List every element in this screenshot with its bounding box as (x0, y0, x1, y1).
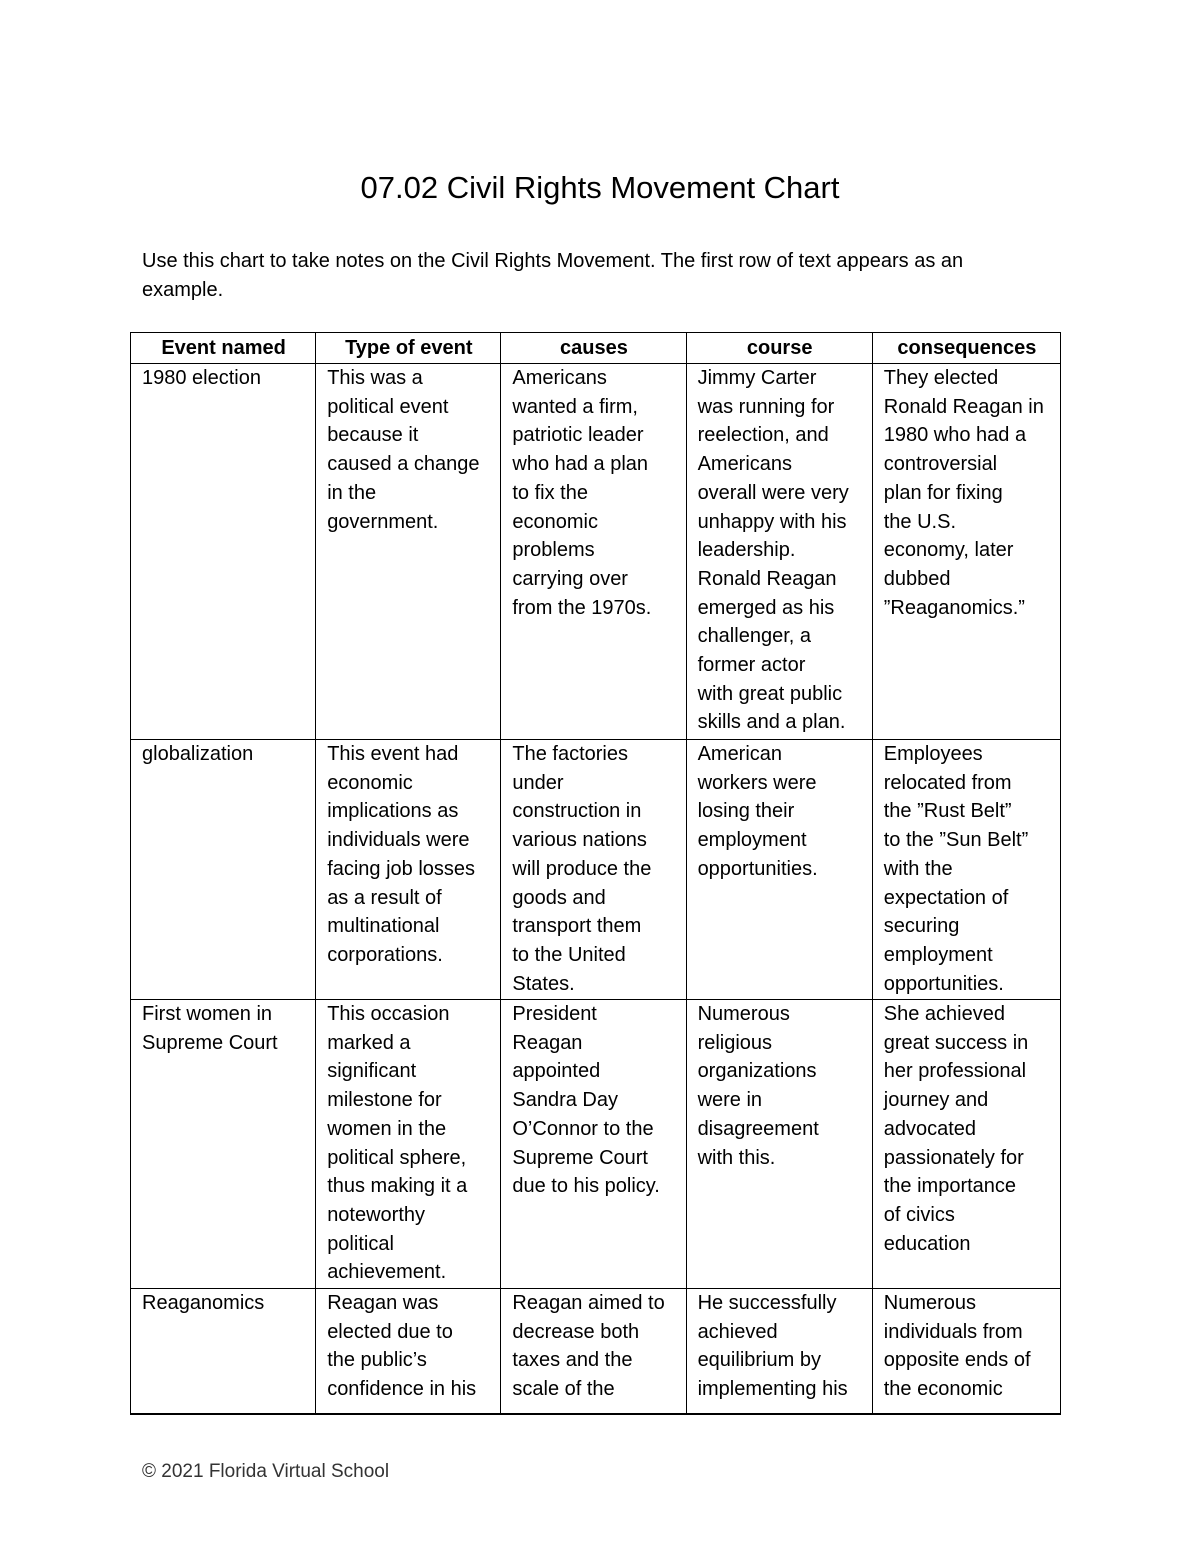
cell-text-line: various nations (512, 829, 647, 852)
cell-text-line: Supreme Court (142, 1031, 278, 1054)
cell-text-line: due to his policy. (512, 1175, 660, 1198)
cell-consequences (872, 364, 1060, 740)
cell-text-line: Supreme Court (512, 1146, 648, 1169)
cell-text-line: to fix the (512, 481, 588, 504)
cell-text-line: O’Connor to the (512, 1117, 654, 1140)
table-row (131, 1289, 1061, 1415)
cell-text-line: women in the (327, 1117, 447, 1140)
cell-type-of-event (316, 740, 501, 1000)
cell-text-line: opportunities. (697, 857, 818, 880)
cell-text-line: employment (883, 943, 993, 966)
cell-text-line: caused a change (327, 453, 480, 476)
cell-text-line: Americans (697, 453, 793, 476)
cell-text-line: controversial (883, 453, 998, 476)
cell-text-line: This was a (327, 367, 423, 389)
cell-type-of-event (316, 1289, 501, 1415)
cell-text-line: emerged as his (697, 596, 835, 619)
cell-text-line: milestone for (327, 1089, 442, 1112)
cell-text-line: thus making it a (327, 1175, 468, 1198)
cell-text-line: the importance (883, 1175, 1017, 1198)
cell-text-line: Ronald Reagan (697, 567, 837, 590)
cell-consequences (872, 740, 1060, 1000)
intro-line: Use this chart to take notes on the Civil Rights Movement. The first row of text appears as an (142, 250, 964, 272)
cell-causes (501, 1000, 686, 1289)
cell-text-line: because it (327, 424, 419, 447)
cell-text-line: globalization (142, 743, 254, 765)
cell-text-line: skills and a plan. (697, 711, 846, 734)
cell-text-line: achieved (697, 1320, 778, 1343)
cell-text-line: challenger, a (697, 625, 811, 648)
cell-text-line: corporations. (327, 943, 443, 966)
cell-causes (501, 364, 686, 740)
cell-event-named (131, 1289, 316, 1415)
cell-text-line: Reagan aimed to (512, 1292, 665, 1314)
cell-course (686, 1000, 872, 1289)
cell-text-line: with great public (697, 682, 843, 705)
cell-text-line: economic (512, 510, 598, 533)
intro-line: example. (142, 279, 224, 301)
page-title: 07.02 Civil Rights Movement Chart (360, 170, 840, 205)
cell-text-line: unhappy with his (697, 510, 847, 533)
cell-text-line: This event had (327, 743, 459, 765)
cell-text-line: reelection, and (697, 424, 829, 447)
cell-text-line: wanted a firm, (512, 395, 638, 418)
cell-text-line: decrease both (512, 1320, 640, 1343)
cell-text-line: organizations (697, 1060, 817, 1083)
cell-text-line: transport them (512, 915, 642, 938)
cell-course (686, 740, 872, 1000)
cell-text-line: who had a plan (512, 453, 649, 476)
cell-text-line: facing job losses (327, 857, 476, 880)
table-body (131, 364, 1061, 1415)
cell-text-line: education (883, 1232, 971, 1255)
cell-text-line: under (512, 771, 564, 794)
table-row (131, 364, 1061, 740)
cell-text-line: elected due to (327, 1320, 453, 1343)
cell-text-line: They elected (883, 367, 999, 389)
cell-text-line: Reagan was (327, 1292, 439, 1314)
cell-text-line: with this. (697, 1146, 776, 1169)
header-type-of-event: Type of event (316, 333, 501, 364)
table-row (131, 740, 1061, 1000)
cell-text-line: in the (327, 481, 377, 504)
cell-text-line: passionately for (883, 1146, 1024, 1169)
cell-text-line: as a result of (327, 886, 442, 909)
cell-text-line: political sphere, (327, 1146, 467, 1169)
cell-text-line: Reagan (512, 1031, 583, 1054)
cell-text-line: significant (327, 1060, 417, 1083)
cell-consequences (872, 1000, 1060, 1289)
cell-text-line: scale of the (512, 1378, 615, 1401)
cell-text-line: confidence in his (327, 1378, 477, 1401)
cell-text-line: of civics (883, 1203, 955, 1226)
cell-text-line: the public’s (327, 1349, 427, 1372)
cell-text-line: President (512, 1003, 597, 1025)
cell-text-line: Ronald Reagan in (883, 395, 1044, 418)
cell-text-line: opportunities. (883, 972, 1004, 995)
cell-text-line: her professional (883, 1060, 1027, 1083)
header-course: course (686, 333, 872, 364)
cell-text-line: opposite ends of (883, 1349, 1031, 1372)
cell-text-line: patriotic leader (512, 424, 644, 447)
cell-text-line: former actor (697, 654, 806, 677)
cell-text-line: States. (512, 972, 575, 995)
cell-event-named (131, 740, 316, 1000)
cell-type-of-event (316, 1000, 501, 1289)
cell-causes (501, 1289, 686, 1415)
cell-text-line: appointed (512, 1060, 601, 1083)
cell-text-line: the ”Rust Belt” (883, 800, 1012, 823)
cell-text-line: The factories (512, 743, 628, 765)
cell-consequences (872, 1289, 1060, 1415)
cell-text-line: to the ”Sun Belt” (883, 829, 1029, 852)
cell-text-line: Numerous (697, 1003, 790, 1025)
cell-text-line: economy, later (883, 539, 1014, 562)
cell-text-line: carrying over (512, 567, 628, 590)
cell-text-line: individuals were (327, 829, 470, 852)
copyright-footer: © 2021 Florida Virtual School (142, 1461, 390, 1482)
cell-text-line: the economic (883, 1378, 1003, 1401)
cell-text-line: advocated (883, 1117, 977, 1140)
cell-text-line: economic (327, 771, 413, 794)
cell-text-line: expectation of (883, 886, 1009, 909)
cell-text-line: journey and (883, 1089, 989, 1112)
cell-text-line: She achieved (883, 1003, 1005, 1025)
cell-causes (501, 740, 686, 1000)
cell-text-line: will produce the (512, 857, 652, 880)
cell-text-line: was running for (697, 395, 835, 418)
header-consequences: consequences (872, 333, 1060, 364)
cell-text-line: political (327, 1232, 394, 1255)
header-causes: causes (501, 333, 686, 364)
cell-text-line: achievement. (327, 1261, 447, 1284)
cell-text-line: securing (883, 915, 960, 938)
cell-text-line: noteworthy (327, 1203, 426, 1226)
cell-course (686, 364, 872, 740)
cell-text-line: implementing his (697, 1378, 848, 1401)
cell-text-line: religious (697, 1031, 773, 1054)
cell-text-line: Jimmy Carter (697, 367, 817, 389)
table-header-row (131, 333, 1061, 364)
cell-event-named (131, 364, 316, 740)
cell-course (686, 1289, 872, 1415)
cell-text-line: disagreement (697, 1117, 819, 1140)
cell-text-line: leadership. (697, 539, 796, 562)
cell-text-line: First women in (142, 1003, 273, 1025)
cell-text-line: Reaganomics (142, 1292, 265, 1314)
cell-text-line: government. (327, 510, 439, 533)
cell-text-line: This occasion (327, 1003, 450, 1025)
cell-text-line: workers were (697, 771, 817, 794)
cell-text-line: to the United (512, 943, 626, 966)
cell-text-line: with the (883, 857, 953, 880)
civil-rights-chart-table (130, 332, 1061, 1415)
cell-text-line: problems (512, 539, 595, 562)
cell-text-line: construction in (512, 800, 642, 823)
cell-text-line: political event (327, 395, 449, 418)
cell-text-line: American (697, 743, 783, 765)
cell-text-line: Numerous (883, 1292, 977, 1314)
cell-text-line: 1980 election (142, 367, 261, 389)
cell-text-line: were in (697, 1089, 763, 1112)
cell-text-line: goods and (512, 886, 606, 909)
header-event-named: Event named (131, 333, 316, 364)
cell-text-line: marked a (327, 1031, 411, 1054)
cell-text-line: multinational (327, 915, 440, 938)
intro-text (142, 247, 1052, 305)
cell-event-named (131, 1000, 316, 1289)
cell-text-line: Sandra Day (512, 1089, 618, 1112)
cell-text-line: overall were very (697, 481, 849, 504)
cell-text-line: He successfully (697, 1292, 837, 1314)
cell-text-line: implications as (327, 800, 459, 823)
cell-text-line: Americans (512, 367, 607, 389)
cell-text-line: employment (697, 829, 807, 852)
cell-text-line: ”Reaganomics.” (883, 596, 1025, 619)
cell-text-line: losing their (697, 800, 795, 823)
cell-text-line: dubbed (883, 567, 951, 590)
cell-text-line: equilibrium by (697, 1349, 821, 1372)
table-row (131, 1000, 1061, 1289)
cell-text-line: relocated from (883, 771, 1012, 794)
cell-text-line: great success in (883, 1031, 1029, 1054)
cell-text-line: the U.S. (883, 510, 957, 533)
cell-text-line: taxes and the (512, 1349, 633, 1372)
cell-text-line: Employees (883, 743, 983, 765)
cell-text-line: plan for fixing (883, 481, 1003, 504)
cell-text-line: individuals from (883, 1320, 1023, 1343)
cell-type-of-event (316, 364, 501, 740)
cell-text-line: from the 1970s. (512, 596, 652, 619)
cell-text-line: 1980 who had a (883, 424, 1027, 447)
